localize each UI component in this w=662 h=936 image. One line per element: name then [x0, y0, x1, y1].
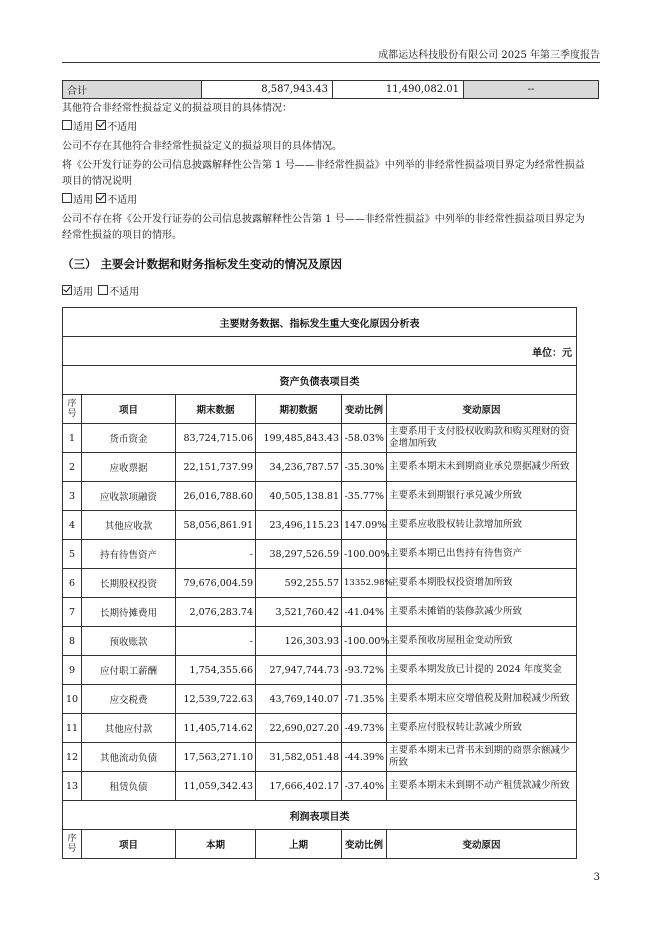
reclass-statement-line1: 公司不存在将《公开发行证券的公司信息披露解释性公告第 1 号——非经常性损益》中列举的非经常性损益项目界定为: [62, 214, 585, 225]
table-row: [63, 482, 577, 511]
checkbox-applicable-checked[interactable]: [62, 285, 72, 295]
table-row: [63, 598, 577, 627]
table-row: [63, 685, 577, 714]
other-items-statement: 公司不存在其他符合非经常性损益定义的损益项目的具体情况。: [62, 141, 342, 152]
checkbox-not-applicable-checked[interactable]: [96, 193, 106, 203]
col-header-item: 项目: [82, 830, 176, 859]
balance-sheet-section-title: 资产负债表项目类: [63, 366, 577, 395]
row-item: 预收账款: [82, 627, 176, 656]
non-recurring-total-table: [62, 80, 599, 99]
row-number: 5: [63, 540, 82, 569]
row-item: 应收款项融资: [82, 482, 176, 511]
reclass-statement-line2: 经常性损益的项目的情形。: [62, 230, 182, 241]
table-row: [63, 424, 577, 453]
option-not-applicable-label: 不适用: [107, 195, 138, 206]
row-end-value: 83,724,715.06: [176, 424, 256, 453]
row-item: 应付职工薪酬: [82, 656, 176, 685]
section-title: （三） 主要会计数据和财务指标发生变动的情况及原因: [62, 257, 343, 271]
reclass-description-line2: 项目的情况说明: [62, 176, 132, 187]
row-item: 长期待摊费用: [82, 598, 176, 627]
table-row: [63, 453, 577, 482]
col-header-no: 序号: [63, 830, 82, 859]
table-row: [63, 772, 577, 801]
row-begin-value: 38,297,526.59: [256, 540, 342, 569]
row-begin-value: 592,255.57: [256, 569, 342, 598]
row-number: 8: [63, 627, 82, 656]
balance-header-row: [63, 395, 577, 424]
row-begin-value: 27,947,744.73: [256, 656, 342, 685]
row-number: 4: [63, 511, 82, 540]
row-reason: 主要系用于支付股权收购款和购买理财的资金增加所致: [387, 424, 577, 453]
option-not-applicable-label: 不适用: [109, 287, 140, 298]
row-reason: 主要系本期已出售持有待售资产: [387, 540, 577, 569]
row-begin-value: 126,303.93: [256, 627, 342, 656]
row-change-ratio: -58.03%: [342, 424, 387, 453]
row-reason: 主要系本期发放已计提的 2024 年度奖金: [387, 656, 577, 685]
row-item: 应收票据: [82, 453, 176, 482]
major-changes-table: [62, 307, 577, 859]
page-header-title: 成都运达科技股份有限公司 2025 年第三季度报告: [378, 50, 600, 61]
income-section-title: 利润表项目类: [63, 801, 577, 830]
row-end-value: 12,539,722.63: [176, 685, 256, 714]
row-change-ratio: 13352.98%: [342, 569, 387, 598]
row-end-value: 79,676,004.59: [176, 569, 256, 598]
table-unit: 单位：元: [63, 337, 577, 366]
row-number: 9: [63, 656, 82, 685]
row-begin-value: 40,505,138.81: [256, 482, 342, 511]
row-reason: 主要系本期末已背书未到期的商票余额减少所致: [387, 743, 577, 772]
row-reason: 主要系本期股权投资增加所致: [387, 569, 577, 598]
col-header-ratio: 变动比例: [342, 830, 387, 859]
total-current: 8,587,943.43: [202, 81, 333, 99]
row-number: 10: [63, 685, 82, 714]
total-note: --: [464, 81, 599, 99]
row-begin-value: 17,666,402.17: [256, 772, 342, 801]
header-divider: [62, 62, 600, 63]
row-item: 租赁负债: [82, 772, 176, 801]
row-end-value: 58,056,861.91: [176, 511, 256, 540]
col-header-reason: 变动原因: [387, 395, 577, 424]
total-ytd: 11,490,082.01: [333, 81, 464, 99]
table-row: [63, 656, 577, 685]
row-item: 其他应付款: [82, 714, 176, 743]
row-number: 1: [63, 424, 82, 453]
col-header-ratio: 变动比例: [342, 395, 387, 424]
row-item: 其他流动负债: [82, 743, 176, 772]
row-end-value: 26,016,788.60: [176, 482, 256, 511]
row-item: 其他应收款: [82, 511, 176, 540]
row-change-ratio: -100.00%: [342, 540, 387, 569]
total-row: [63, 81, 599, 99]
row-change-ratio: -35.77%: [342, 482, 387, 511]
table-row: [63, 714, 577, 743]
col-header-previous: 上期: [256, 830, 342, 859]
row-change-ratio: -35.30%: [342, 453, 387, 482]
row-begin-value: 31,582,051.48: [256, 743, 342, 772]
section-options: [62, 285, 602, 301]
row-change-ratio: 147.09%: [342, 511, 387, 540]
row-begin-value: 23,496,115.23: [256, 511, 342, 540]
row-begin-value: 3,521,760.42: [256, 598, 342, 627]
col-header-current: 本期: [176, 830, 256, 859]
row-change-ratio: -44.39%: [342, 743, 387, 772]
checkbox-not-applicable[interactable]: [98, 285, 108, 295]
table-caption: 主要财务数据、指标发生重大变化原因分析表: [63, 308, 577, 337]
row-number: 11: [63, 714, 82, 743]
row-begin-value: 34,236,787.57: [256, 453, 342, 482]
balance-rows: [63, 424, 577, 801]
paragraph-other-items: [62, 101, 602, 244]
other-items-options: [62, 120, 602, 136]
col-header-reason: 变动原因: [387, 830, 577, 859]
row-item: 持有待售资产: [82, 540, 176, 569]
table-row: [63, 743, 577, 772]
table-row: [63, 627, 577, 656]
page-number: 3: [593, 872, 600, 883]
option-applicable-label: 适用: [73, 122, 93, 133]
col-header-begin: 期初数据: [256, 395, 342, 424]
row-change-ratio: -37.40%: [342, 772, 387, 801]
row-reason: 主要系本期末应交增值税及附加税减少所致: [387, 685, 577, 714]
income-header-row: [63, 830, 577, 859]
row-end-value: 11,405,714.62: [176, 714, 256, 743]
row-change-ratio: -71.35%: [342, 685, 387, 714]
row-number: 12: [63, 743, 82, 772]
checkbox-not-applicable-checked[interactable]: [96, 120, 106, 130]
row-begin-value: 43,769,140.07: [256, 685, 342, 714]
row-end-value: 22,151,737.99: [176, 453, 256, 482]
option-not-applicable-label: 不适用: [107, 122, 138, 133]
row-end-value: -: [176, 540, 256, 569]
row-reason: 主要系未到期银行承兑减少所致: [387, 482, 577, 511]
row-number: 3: [63, 482, 82, 511]
row-end-value: -: [176, 627, 256, 656]
reclass-description-line1: 将《公开发行证券的公司信息披露解释性公告第 1 号——非经常性损益》中列举的非经常性损益项目界定为经常性损益: [62, 160, 585, 171]
row-item: 货币资金: [82, 424, 176, 453]
checkbox-applicable[interactable]: [62, 120, 72, 130]
row-change-ratio: -100.00%: [342, 627, 387, 656]
row-change-ratio: -93.72%: [342, 656, 387, 685]
row-reason: 主要系未摊销的装修款减少所致: [387, 598, 577, 627]
row-number: 2: [63, 453, 82, 482]
row-end-value: 1,754,355.66: [176, 656, 256, 685]
col-header-item: 项目: [82, 395, 176, 424]
option-applicable-label: 适用: [73, 287, 93, 298]
row-end-value: 11,059,342.43: [176, 772, 256, 801]
reclass-options: [62, 193, 602, 209]
option-applicable-label: 适用: [73, 195, 93, 206]
row-number: 7: [63, 598, 82, 627]
table-row: [63, 540, 577, 569]
col-header-no: 序号: [63, 395, 82, 424]
row-begin-value: 199,485,843.43: [256, 424, 342, 453]
row-number: 13: [63, 772, 82, 801]
row-reason: 主要系应收股权转让款增加所致: [387, 511, 577, 540]
table-row: [63, 511, 577, 540]
row-change-ratio: -41.04%: [342, 598, 387, 627]
row-reason: 主要系预收房屋租金变动所致: [387, 627, 577, 656]
checkbox-applicable[interactable]: [62, 193, 72, 203]
row-item: 应交税费: [82, 685, 176, 714]
row-end-value: 17,563,271.10: [176, 743, 256, 772]
row-reason: 主要系本期末未到期不动产租赁款减少所致: [387, 772, 577, 801]
row-item: 长期股权投资: [82, 569, 176, 598]
table-row: [63, 569, 577, 598]
col-header-end: 期末数据: [176, 395, 256, 424]
row-reason: 主要系应付股权转让款减少所致: [387, 714, 577, 743]
total-label: 合计: [63, 81, 202, 99]
row-number: 6: [63, 569, 82, 598]
other-items-text: 其他符合非经常性损益定义的损益项目的具体情况：: [62, 103, 292, 114]
row-begin-value: 22,690,027.20: [256, 714, 342, 743]
row-change-ratio: -49.73%: [342, 714, 387, 743]
row-reason: 主要系本期末未到期商业承兑票据减少所致: [387, 453, 577, 482]
row-end-value: 2,076,283.74: [176, 598, 256, 627]
